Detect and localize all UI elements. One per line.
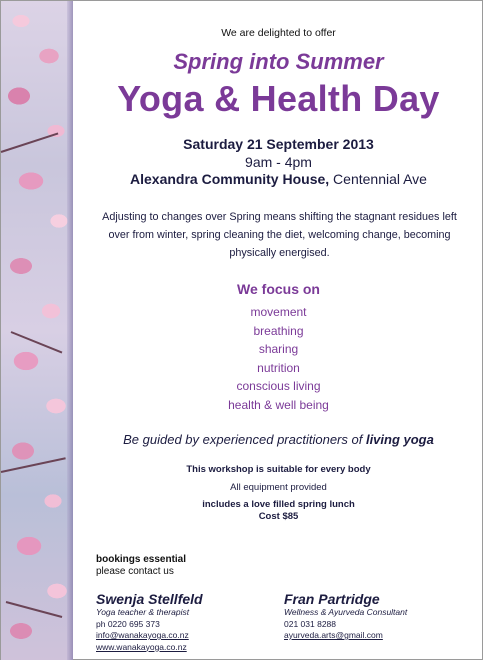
event-subtitle: Spring into Summer <box>173 49 384 74</box>
bookings-essential: bookings essential <box>96 554 187 565</box>
contact-role: Yoga teacher & therapist <box>96 607 190 617</box>
intro-text: We are delighted to offer <box>221 27 336 39</box>
guided-text: Be guided by experienced practitioners of <box>123 432 366 447</box>
contact-email-link[interactable]: ayurveda.arts@gmail.com <box>284 630 383 640</box>
equipment-text: All equipment provided <box>230 482 327 493</box>
guided-tagline <box>74 432 483 447</box>
focus-item: sharing <box>258 342 299 357</box>
contact-phone: ph 0220 695 373 <box>96 618 160 629</box>
contact-name: Swenja Stellfeld <box>96 591 203 607</box>
contact-name: Fran Partridge <box>284 591 380 607</box>
contact-website-link[interactable]: www.wanakayoga.co.nz <box>96 641 187 652</box>
bookings-note <box>96 554 186 578</box>
focus-item: conscious living <box>236 379 321 394</box>
contact-fran <box>284 591 407 642</box>
event-date: Saturday 21 September 2013 <box>183 136 374 152</box>
guided-emphasis: living yoga <box>365 432 434 447</box>
cost-text: Cost $85 <box>258 511 299 522</box>
focus-list <box>74 303 483 415</box>
bookings-contact: please contact us <box>96 566 174 577</box>
venue-name: Alexandra Community House, <box>130 171 330 187</box>
lunch-text: includes a love filled spring lunch <box>202 499 355 510</box>
contact-phone: 021 031 8288 <box>284 618 336 629</box>
cherry-blossom-image <box>1 1 73 660</box>
focus-item: breathing <box>253 323 304 338</box>
event-time: 9am - 4pm <box>245 154 312 170</box>
focus-heading: We focus on <box>237 281 320 297</box>
event-venue <box>74 171 483 187</box>
contact-email-link[interactable]: info@wanakayoga.co.nz <box>96 630 189 640</box>
venue-street: Centennial Ave <box>329 171 427 187</box>
focus-item: movement <box>250 305 307 319</box>
description-paragraph: Adjusting to changes over Spring means shifting the stagnant residues left over from winter, spring cleaning the diet, welcoming change, becoming physically energised. <box>102 211 457 259</box>
contact-role: Wellness & Ayurveda Consultant <box>284 607 408 617</box>
focus-item: health & well being <box>228 397 329 412</box>
suitability-text: This workshop is suitable for every body <box>186 464 371 475</box>
event-title: Yoga & Health Day <box>117 78 440 119</box>
focus-item: nutrition <box>257 360 300 375</box>
contact-swenja <box>96 591 203 653</box>
